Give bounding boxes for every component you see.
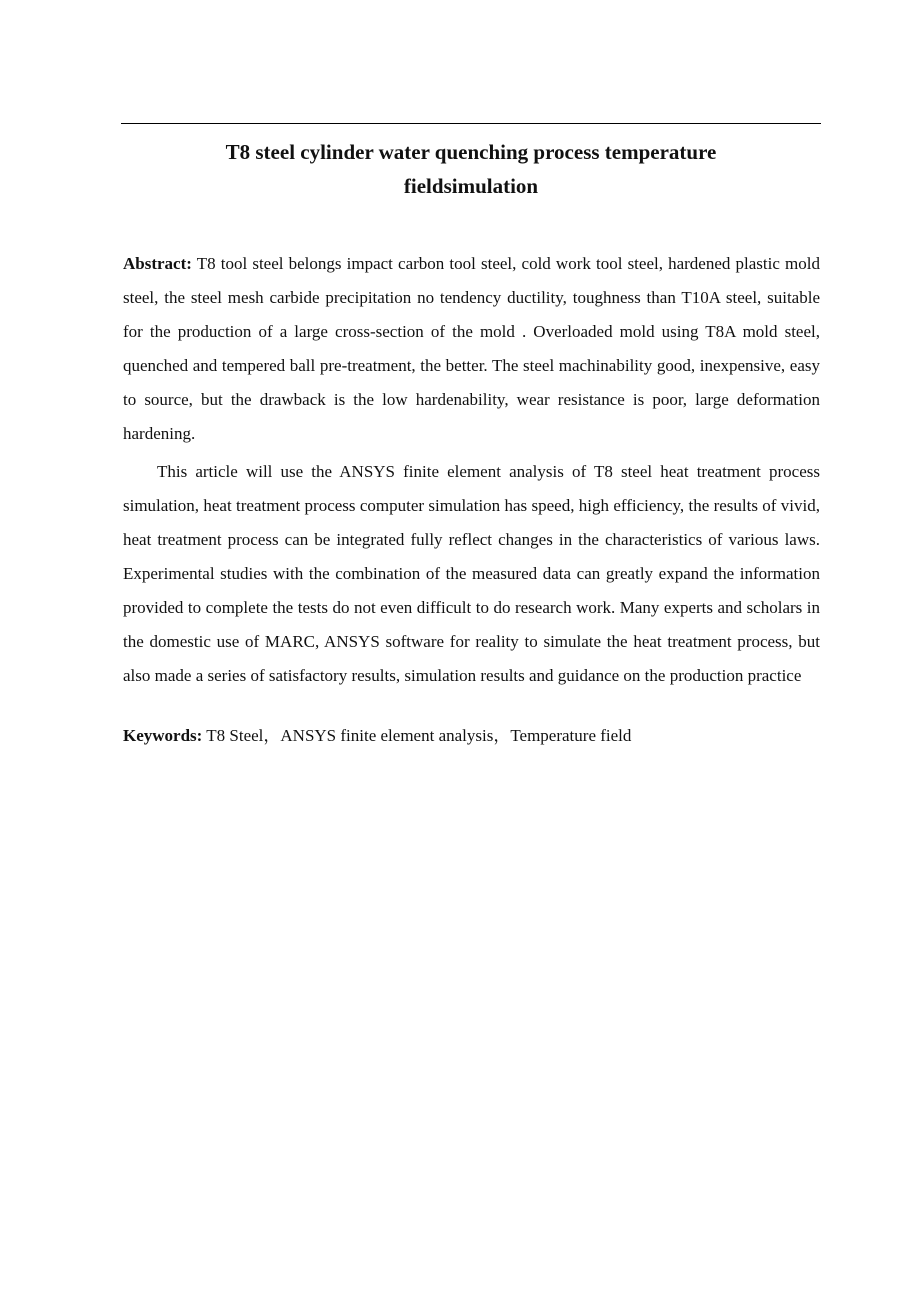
title-line-2: fieldsimulation: [403, 174, 539, 198]
header-rule: [121, 123, 821, 124]
abstract-label: Abstract:: [123, 254, 192, 273]
document-body: [123, 247, 820, 753]
abstract-paragraph: [123, 247, 820, 451]
document-title: [121, 135, 821, 203]
body-paragraph: This article will use the ANSYS finite element analysis of T8 steel heat treatment process simulation, heat treatment process computer simulation has speed, high efficiency, the results of vivid, heat treatment process can be integrated fully reflect changes in the characteristics of various laws. Experimental studies with the combination of the measured data can greatly expand the information provided to complete the tests do not even difficult to do research work. Many experts and scholars in the domestic use of MARC, ANSYS software for reality to simulate the heat treatment process, but also made a series of satisfactory results, simulation results and guidance on the production practice: [123, 462, 820, 685]
abstract-text: T8 tool steel belongs impact carbon tool steel, cold work tool steel, hardened plastic mold steel, the steel mesh carbide precipitation no tendency ductility, toughness than T10A steel, suitable for the production of a large cross-section of the mold . Overloaded mold using T8A mold steel, quenched and tempered ball pre-treatment, the better. The steel machinability good, inexpensive, easy to source, but the drawback is the low hardenability, wear resistance is poor, large deformation hardening.: [123, 254, 820, 443]
keywords-paragraph: [123, 719, 820, 753]
title-line-1: T8 steel cylinder water quenching process temperature: [225, 140, 717, 164]
keywords-text: T8 Steel，ANSYS finite element analysis，Temperature field: [202, 726, 632, 745]
keywords-label: Keywords:: [123, 726, 203, 745]
